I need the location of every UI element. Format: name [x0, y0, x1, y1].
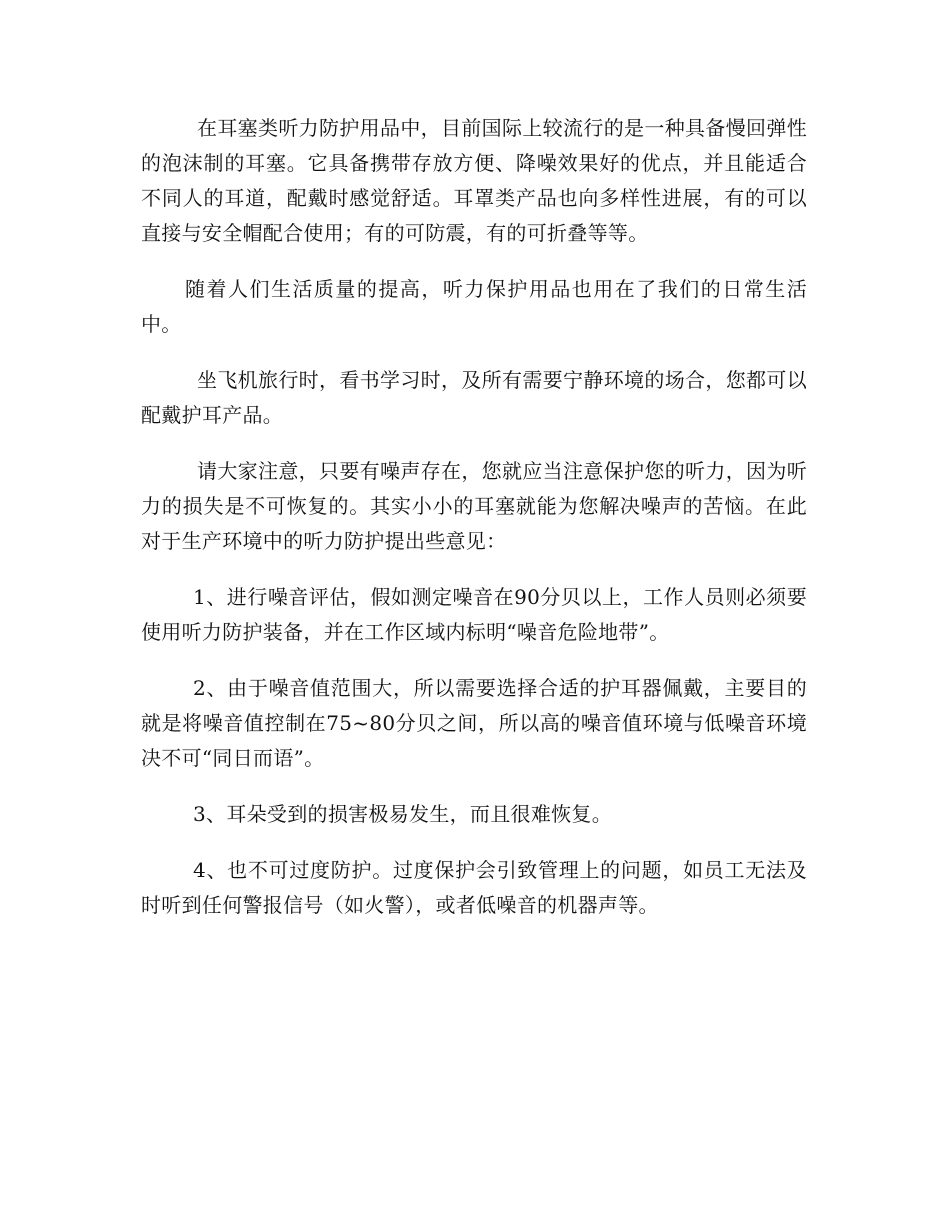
paragraph-item-1: 1、进行噪音评估，假如测定噪音在90分贝以上，工作人员则必须要使用听力防护装备，并在工作区域内标明“噪音危险地带”。 [141, 585, 807, 644]
paragraph-quiet-environments: 坐飞机旅行时，看书学习时，及所有需要宁静环境的场合，您都可以配戴护耳产品。 [141, 368, 807, 427]
paragraph-item-4: 4、也不可过度防护。过度保护会引致管理上的问题，如员工无法及时听到任何警报信号（如火警），或者低噪音的机器声等。 [141, 858, 807, 917]
document-body [141, 111, 807, 923]
paragraph-item-2: 2、由于噪音值范围大，所以需要选择合适的护耳器佩戴，主要目的就是将噪音值控制在75~80分贝之间，所以高的噪音值环境与低噪音环境决不可“同日而语”。 [141, 676, 807, 770]
paragraph-daily-life: 随着人们生活质量的提高，听力保护用品也用在了我们的日常生活中。 [141, 277, 807, 336]
paragraph-earplug-intro: 在耳塞类听力防护用品中，目前国际上较流行的是一种具备慢回弹性的泡沫制的耳塞。它具备携带存放方便、降噪效果好的优点，并且能适合不同人的耳道，配戴时感觉舒适。耳罩类产品也向多样性进展，有的可以直接与安全帽配合使用；有的可防震，有的可折叠等等。 [141, 116, 807, 245]
paragraph-noise-warning: 请大家注意，只要有噪声存在，您就应当注意保护您的听力，因为听力的损失是不可恢复的。其实小小的耳塞就能为您解决噪声的苦恼。在此对于生产环境中的听力防护提出些意见： [141, 459, 807, 553]
paragraph-item-3: 3、耳朵受到的损害极易发生，而且很难恢复。 [193, 802, 613, 826]
